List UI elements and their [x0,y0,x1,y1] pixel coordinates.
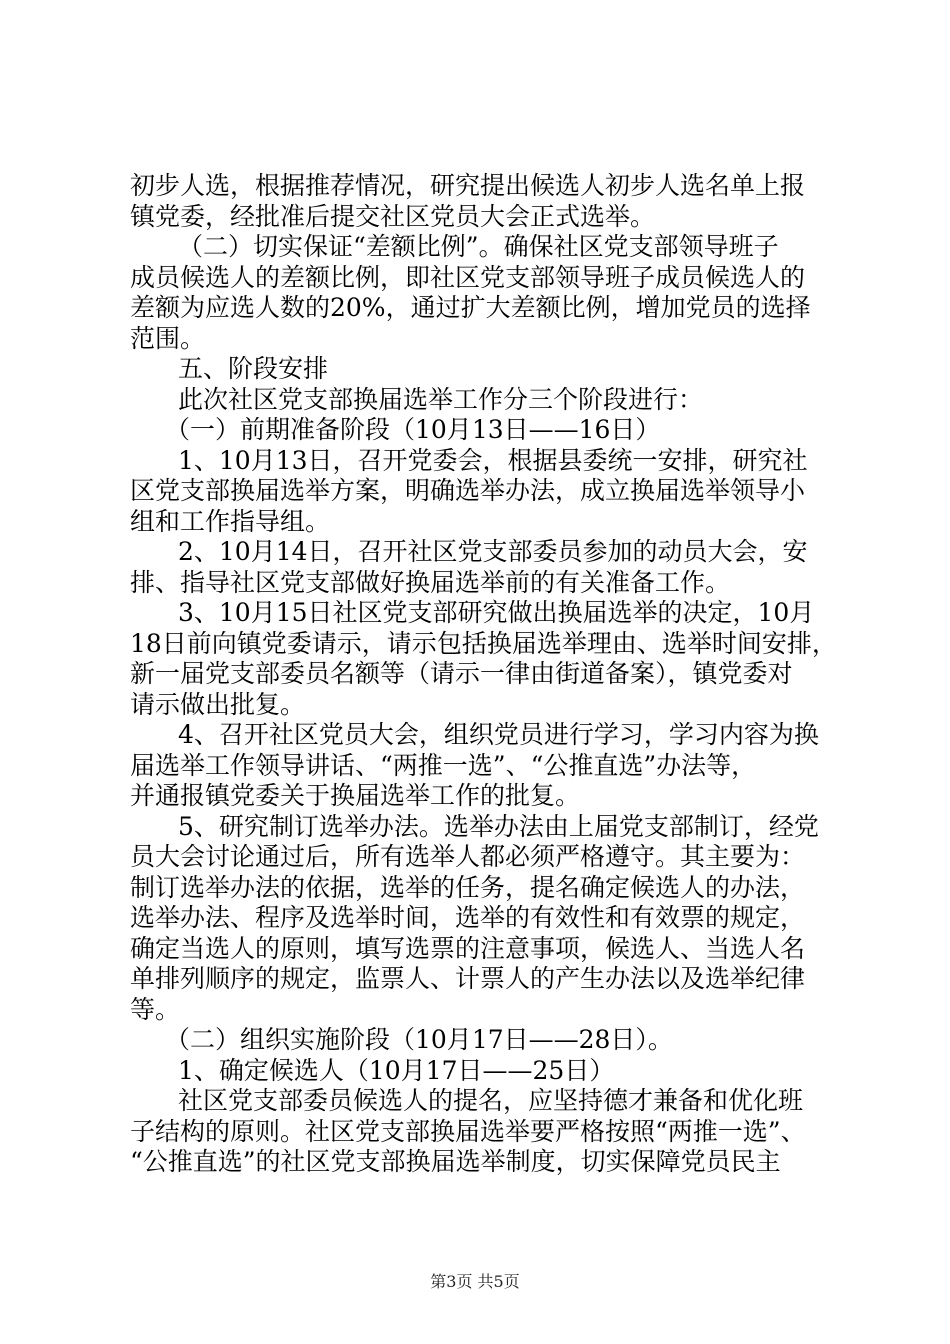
text-line: 区党支部换届选举方案，明确选举办法，成立换届选举领导小 [130,476,806,505]
text-line: 18日前向镇党委请示，请示包括换届选举理由、选举时间安排， [130,628,837,658]
text-line: 员大会讨论通过后，所有选举人都必须严格遵守。其主要为： [130,842,806,871]
section-heading: 五、阶段安排 [178,354,329,383]
text-line: 3、10月15日社区党支部研究做出换届选举的决定，10月 [178,598,815,627]
text-line: 确定当选人的原则，填写选票的注意事项，候选人、当选人名 [130,933,806,963]
text-line: 选举办法、程序及选举时间，选举的有效性和有效票的规定， [130,903,806,932]
text-line: 2、10月14日，召开社区党支部委员参加的动员大会，安 [178,537,808,566]
text-line: 并通报镇党委关于换届选举工作的批复。 [130,781,581,810]
text-line: 1、10月13日，召开党委会，根据县委统一安排，研究社 [178,445,808,475]
text-line: 初步人选，根据推荐情况，研究提出候选人初步人选名单上报 [130,171,806,200]
text-line: “公推直选”的社区党支部换届选举制度，切实保障党员民主 [130,1147,781,1176]
text-line: 1、确定候选人（10月17日——25日） [178,1055,615,1085]
text-line: 差额为应选人数的20%，通过扩大差额比例，增加党员的选择 [130,293,811,322]
text-line: 5、研究制订选举办法。选举办法由上届党支部制订，经党 [178,811,819,841]
text-line: 范围。 [130,323,206,353]
text-line: 请示做出批复。 [130,689,306,719]
text-line: 等。 [130,994,181,1024]
text-line: 此次社区党支部换届选举工作分三个阶段进行： [178,384,704,414]
text-line: （二）切实保证“差额比例”。确保社区党支部领导班子 [178,232,779,261]
text-line: 4、召开社区党员大会，组织党员进行学习，学习内容为换 [178,720,819,749]
text-line: 新一届党支部委员名额等（请示一律由街道备案），镇党委对 [130,659,793,688]
subsection-heading: （一）前期准备阶段（10月13日——16日） [165,415,661,444]
subsection-heading: （二）组织实施阶段（10月17日——28日）。 [165,1025,673,1054]
text-line: 镇党委，经批准后提交社区党员大会正式选举。 [130,201,656,231]
text-line: 社区党支部委员候选人的提名，应坚持德才兼备和优化班 [178,1086,804,1115]
text-line: 制订选举办法的依据，选举的任务，提名确定候选人的办法， [130,872,806,902]
text-line: 单排列顺序的规定，监票人、计票人的产生办法以及选举纪律 [130,964,806,993]
text-line: 届选举工作领导讲话、“两推一选”、“公推直选”办法等， [130,750,757,780]
text-line: 成员候选人的差额比例，即社区党支部领导班子成员候选人的 [130,262,806,292]
page-footer: 第3页 共5页 [430,1272,520,1291]
text-line: 组和工作指导组。 [130,506,331,536]
text-line: 排、指导社区党支部做好换届选举前的有关准备工作。 [130,567,731,597]
text-line: 子结构的原则。社区党支部换届选举要严格按照“两推一选”、 [130,1116,806,1146]
